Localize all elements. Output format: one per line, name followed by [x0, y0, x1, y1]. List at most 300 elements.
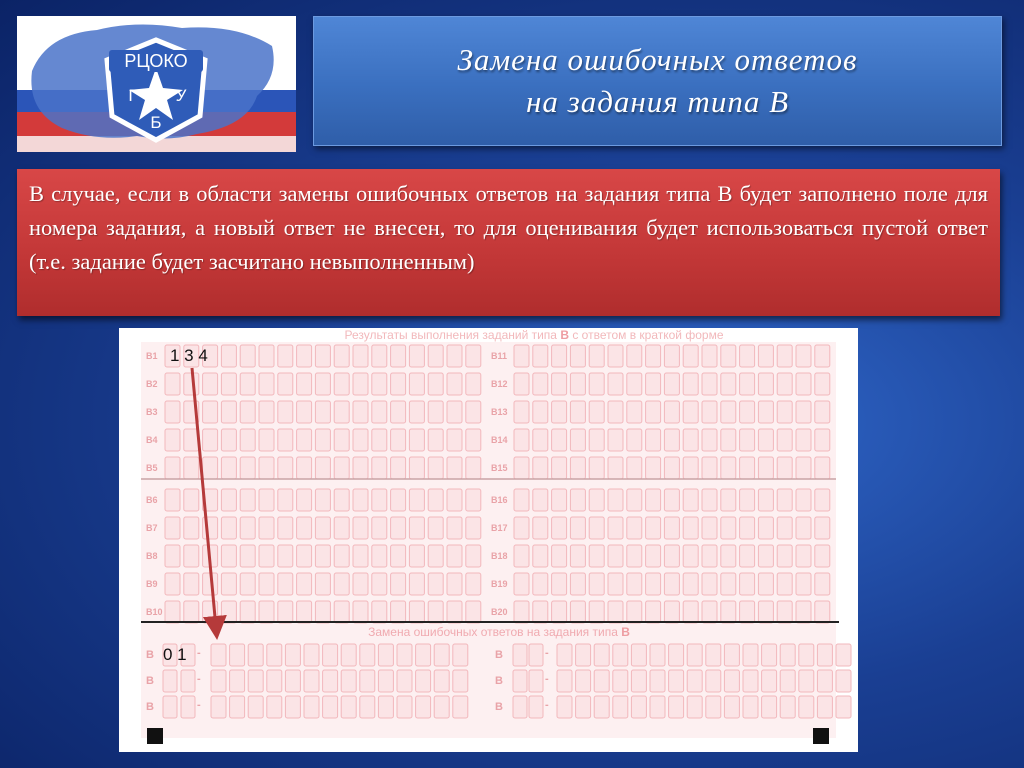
answer-cell — [570, 489, 585, 511]
answer-cell — [664, 489, 679, 511]
answer-cell — [315, 517, 330, 539]
answer-cell — [221, 345, 236, 367]
answer-cell — [683, 429, 698, 451]
answer-cell — [608, 545, 623, 567]
answer-cell — [240, 489, 255, 511]
replacement-cell — [230, 670, 245, 692]
answer-cell — [721, 545, 736, 567]
replacement-cell — [285, 696, 300, 718]
answer-cell — [533, 601, 548, 623]
answer-cell — [297, 457, 312, 479]
replacement-cell — [341, 670, 356, 692]
answer-cell — [372, 429, 387, 451]
slide-title — [313, 16, 1002, 146]
title-line-1: Замена ошибочных ответов — [457, 42, 858, 77]
row-label: В16 — [491, 495, 508, 505]
replacement-cell — [669, 644, 684, 666]
answer-cell — [297, 517, 312, 539]
answer-cell — [589, 373, 604, 395]
answer-cell — [240, 517, 255, 539]
answer-cell — [552, 489, 567, 511]
answer-cell — [815, 517, 830, 539]
replacement-cell — [724, 696, 739, 718]
answer-cell — [447, 457, 462, 479]
replacement-cell — [360, 696, 375, 718]
answer-cell — [627, 345, 642, 367]
answer-cell — [533, 573, 548, 595]
answer-cell — [240, 345, 255, 367]
row-label: - — [545, 647, 549, 659]
answer-cell — [683, 457, 698, 479]
row-label: В10 — [146, 607, 163, 617]
answer-cell — [466, 373, 481, 395]
answer-cell — [409, 573, 424, 595]
replacement-cell — [743, 644, 758, 666]
answer-cell — [646, 373, 661, 395]
replacement-cell — [724, 670, 739, 692]
answer-cell — [447, 429, 462, 451]
answer-cell — [796, 457, 811, 479]
replacement-cell — [594, 644, 609, 666]
answer-cell — [664, 601, 679, 623]
answer-cell — [552, 457, 567, 479]
answer-cell — [646, 345, 661, 367]
answer-cell — [334, 457, 349, 479]
answer-cell — [570, 401, 585, 423]
answer-cell — [815, 429, 830, 451]
answer-cell — [165, 573, 180, 595]
answer-cell — [259, 429, 274, 451]
replacement-cell — [211, 644, 226, 666]
answer-cell — [391, 601, 406, 623]
row-label: В — [495, 701, 503, 713]
answer-cell — [683, 345, 698, 367]
answer-cell — [334, 373, 349, 395]
answer-cell — [758, 429, 773, 451]
replacement-cell — [397, 670, 412, 692]
answer-cell — [409, 457, 424, 479]
answer-cell — [353, 345, 368, 367]
replacement-cell — [304, 644, 319, 666]
svg-text:Г: Г — [128, 86, 138, 105]
answer-cell — [702, 601, 717, 623]
answer-cell — [589, 345, 604, 367]
answer-cell — [297, 373, 312, 395]
answer-cell — [514, 545, 529, 567]
task-number-cell — [181, 670, 195, 692]
answer-cell — [570, 457, 585, 479]
answer-cell — [514, 373, 529, 395]
explanation-text: В случае, если в области замены ошибочных ответов на задания типа В будет заполнено поле для номера задания, а новый ответ не внесен, то для оценивания будет использоваться пустой ответ (т.е. задание будет засчитано невыполненным) — [17, 169, 1000, 316]
replacement-cell — [341, 696, 356, 718]
replacement-cell — [669, 670, 684, 692]
answer-cell — [627, 545, 642, 567]
answer-cell — [278, 489, 293, 511]
answer-cell — [315, 489, 330, 511]
answer-cell — [165, 601, 180, 623]
row-label: В — [146, 649, 154, 661]
answer-cell — [391, 573, 406, 595]
answer-cell — [428, 601, 443, 623]
answer-cell — [777, 457, 792, 479]
answer-cell — [646, 401, 661, 423]
answer-cell — [447, 545, 462, 567]
answer-cell — [278, 517, 293, 539]
answer-cell — [646, 457, 661, 479]
answer-cell — [184, 457, 199, 479]
answer-cell — [702, 573, 717, 595]
answer-cell — [740, 573, 755, 595]
answer-cell — [221, 545, 236, 567]
replacement-cell — [304, 670, 319, 692]
answer-cell — [514, 517, 529, 539]
task-number-cell — [529, 696, 543, 718]
answer-cell — [702, 517, 717, 539]
replacement-cell — [706, 644, 721, 666]
svg-text:Б: Б — [150, 113, 162, 132]
answer-cell — [240, 429, 255, 451]
answer-cell — [796, 429, 811, 451]
replacement-cell — [650, 644, 665, 666]
answer-cell — [184, 545, 199, 567]
answer-cell — [184, 489, 199, 511]
row-label: В5 — [146, 463, 158, 473]
row-label: В — [495, 675, 503, 687]
replacement-cell — [613, 670, 628, 692]
answer-cell — [552, 545, 567, 567]
replacement-cell — [397, 696, 412, 718]
answer-cell — [702, 429, 717, 451]
replacement-cell — [576, 696, 591, 718]
answer-cell — [203, 401, 218, 423]
handwritten-task-number: 0 1 — [163, 645, 187, 664]
answer-cell — [334, 429, 349, 451]
answer-cell — [409, 517, 424, 539]
answer-cell — [758, 517, 773, 539]
answer-cell — [758, 345, 773, 367]
answer-cell — [758, 489, 773, 511]
replacement-cell — [780, 696, 795, 718]
answer-cell — [278, 429, 293, 451]
replacement-cell — [557, 696, 572, 718]
answer-cell — [758, 573, 773, 595]
title-line-2: на задания типа В — [525, 84, 790, 119]
answer-cell — [777, 517, 792, 539]
answer-cell — [552, 345, 567, 367]
form-header: Результаты выполнения заданий типа В с ответом в краткой форме — [344, 328, 724, 342]
row-label: В15 — [491, 463, 508, 473]
replacement-cell — [378, 696, 393, 718]
task-number-cell — [163, 670, 177, 692]
answer-cell — [514, 489, 529, 511]
answer-cell — [278, 573, 293, 595]
answer-cell — [570, 345, 585, 367]
answer-cell — [372, 489, 387, 511]
answer-cell — [466, 429, 481, 451]
answer-cell — [815, 545, 830, 567]
answer-cell — [514, 345, 529, 367]
replacement-cell — [267, 644, 282, 666]
answer-cell — [627, 429, 642, 451]
answer-cell — [259, 457, 274, 479]
answer-cell — [428, 429, 443, 451]
answer-cell — [372, 573, 387, 595]
replacement-cell — [762, 696, 777, 718]
replacement-cell — [323, 670, 338, 692]
replacement-cell — [360, 644, 375, 666]
answer-cell — [533, 373, 548, 395]
answer-cell — [165, 401, 180, 423]
task-number-cell — [181, 696, 195, 718]
replacement-cell — [434, 696, 449, 718]
answer-cell — [758, 401, 773, 423]
answer-cell — [740, 601, 755, 623]
replacement-cell — [360, 670, 375, 692]
answer-cell — [447, 573, 462, 595]
answer-cell — [589, 489, 604, 511]
answer-cell — [608, 401, 623, 423]
replacement-cell — [248, 670, 263, 692]
answer-cell — [815, 573, 830, 595]
row-label: В14 — [491, 435, 508, 445]
replacement-cell — [780, 670, 795, 692]
answer-cell — [315, 457, 330, 479]
answer-cell — [664, 429, 679, 451]
answer-cell — [297, 601, 312, 623]
row-label: В — [146, 675, 154, 687]
answer-cell — [683, 573, 698, 595]
answer-cell — [815, 489, 830, 511]
replacement-cell — [248, 696, 263, 718]
answer-cell — [315, 401, 330, 423]
answer-cell — [353, 457, 368, 479]
answer-cell — [184, 601, 199, 623]
answer-cell — [702, 401, 717, 423]
answer-cell — [683, 401, 698, 423]
answer-cell — [552, 429, 567, 451]
answer-cell — [533, 517, 548, 539]
answer-cell — [796, 401, 811, 423]
replacement-cell — [248, 644, 263, 666]
answer-cell — [740, 401, 755, 423]
answer-cell — [608, 345, 623, 367]
answer-cell — [466, 457, 481, 479]
answer-cell — [428, 545, 443, 567]
answer-cell — [646, 429, 661, 451]
answer-cell — [683, 545, 698, 567]
replacement-cell — [576, 644, 591, 666]
answer-cell — [428, 401, 443, 423]
answer-cell — [533, 401, 548, 423]
answer-cell — [259, 545, 274, 567]
answer-cell — [278, 457, 293, 479]
answer-cell — [221, 457, 236, 479]
answer-cell — [664, 573, 679, 595]
answer-cell — [165, 517, 180, 539]
logo-top-text: РЦОКО — [124, 51, 188, 71]
answer-cell — [297, 401, 312, 423]
replacement-cell — [743, 696, 758, 718]
answer-cell — [278, 545, 293, 567]
answer-cell — [533, 457, 548, 479]
replacement-cell — [613, 696, 628, 718]
replacement-cell — [780, 644, 795, 666]
answer-cell — [514, 401, 529, 423]
answer-cell — [646, 601, 661, 623]
answer-cell — [428, 489, 443, 511]
replacement-cell — [416, 670, 431, 692]
row-label: В18 — [491, 551, 508, 561]
replacement-cell — [799, 644, 814, 666]
answer-cell — [608, 429, 623, 451]
answer-cell — [221, 573, 236, 595]
answer-cell — [646, 489, 661, 511]
answer-cell — [646, 545, 661, 567]
answer-cell — [514, 457, 529, 479]
answer-cell — [447, 489, 462, 511]
answer-cell — [372, 373, 387, 395]
answer-cell — [702, 373, 717, 395]
answer-cell — [664, 457, 679, 479]
answer-cell — [297, 345, 312, 367]
answer-cell — [297, 489, 312, 511]
answer-cell — [777, 345, 792, 367]
answer-cell — [334, 601, 349, 623]
replacement-cell — [557, 670, 572, 692]
replacement-cell — [613, 644, 628, 666]
row-label: В7 — [146, 523, 158, 533]
task-number-cell — [513, 670, 527, 692]
row-label: - — [197, 699, 201, 711]
answer-cell — [391, 401, 406, 423]
answer-cell — [466, 401, 481, 423]
row-label: В11 — [491, 351, 508, 361]
row-label: В12 — [491, 379, 508, 389]
answer-cell — [428, 457, 443, 479]
replacement-cell — [817, 644, 832, 666]
answer-form — [119, 328, 858, 752]
answer-cell — [428, 373, 443, 395]
answer-cell — [259, 373, 274, 395]
task-number-cell — [529, 670, 543, 692]
answer-cell — [466, 545, 481, 567]
answer-cell — [702, 545, 717, 567]
corner-marker — [813, 728, 829, 744]
answer-cell — [221, 401, 236, 423]
row-label: - — [197, 673, 201, 685]
answer-cell — [466, 345, 481, 367]
answer-cell — [240, 457, 255, 479]
answer-cell — [165, 429, 180, 451]
replacement-cell — [762, 644, 777, 666]
answer-cell — [740, 457, 755, 479]
answer-cell — [466, 601, 481, 623]
answer-cell — [552, 573, 567, 595]
answer-cell — [608, 601, 623, 623]
replacement-cell — [743, 670, 758, 692]
answer-cell — [353, 401, 368, 423]
answer-cell — [777, 489, 792, 511]
replacement-cell — [323, 696, 338, 718]
answer-cell — [165, 373, 180, 395]
answer-cell — [608, 573, 623, 595]
answer-cell — [683, 373, 698, 395]
answer-cell — [514, 429, 529, 451]
answer-cell — [372, 401, 387, 423]
answer-cell — [627, 373, 642, 395]
replacement-cell — [724, 644, 739, 666]
replacement-cell — [631, 644, 646, 666]
answer-cell — [627, 489, 642, 511]
answer-cell — [533, 489, 548, 511]
replacement-cell — [687, 696, 702, 718]
answer-cell — [570, 545, 585, 567]
replacement-cell — [211, 696, 226, 718]
answer-cell — [589, 401, 604, 423]
row-label: В13 — [491, 407, 508, 417]
replacement-cell — [594, 670, 609, 692]
replacement-cell — [453, 696, 468, 718]
answer-cell — [391, 545, 406, 567]
replacement-cell — [836, 670, 851, 692]
answer-cell — [815, 601, 830, 623]
answer-cell — [740, 373, 755, 395]
replacement-cell — [285, 644, 300, 666]
replacement-cell — [416, 644, 431, 666]
answer-cell — [796, 601, 811, 623]
answer-cell — [570, 517, 585, 539]
answer-cell — [240, 573, 255, 595]
answer-cell — [758, 373, 773, 395]
answer-cell — [409, 545, 424, 567]
answer-cell — [391, 457, 406, 479]
replacement-cell — [594, 696, 609, 718]
answer-cell — [608, 373, 623, 395]
answer-cell — [796, 489, 811, 511]
answer-cell — [721, 517, 736, 539]
answer-cell — [372, 545, 387, 567]
answer-cell — [334, 401, 349, 423]
replacement-cell — [285, 670, 300, 692]
answer-cell — [372, 345, 387, 367]
answer-grid — [119, 328, 858, 752]
answer-cell — [428, 345, 443, 367]
answer-cell — [796, 517, 811, 539]
answer-cell — [777, 401, 792, 423]
answer-cell — [702, 457, 717, 479]
replacement-cell — [799, 670, 814, 692]
answer-cell — [447, 517, 462, 539]
answer-cell — [702, 489, 717, 511]
answer-cell — [570, 429, 585, 451]
replacement-cell — [799, 696, 814, 718]
answer-cell — [221, 373, 236, 395]
replacement-cell — [267, 696, 282, 718]
answer-cell — [589, 429, 604, 451]
answer-cell — [777, 373, 792, 395]
answer-cell — [297, 573, 312, 595]
answer-cell — [533, 429, 548, 451]
task-number-cell — [163, 696, 177, 718]
replacement-header: Замена ошибочных ответов на задания типа В — [368, 625, 630, 639]
replacement-cell — [631, 696, 646, 718]
answer-cell — [353, 489, 368, 511]
answer-cell — [570, 373, 585, 395]
answer-cell — [646, 517, 661, 539]
answer-cell — [608, 517, 623, 539]
answer-cell — [240, 373, 255, 395]
answer-cell — [353, 429, 368, 451]
